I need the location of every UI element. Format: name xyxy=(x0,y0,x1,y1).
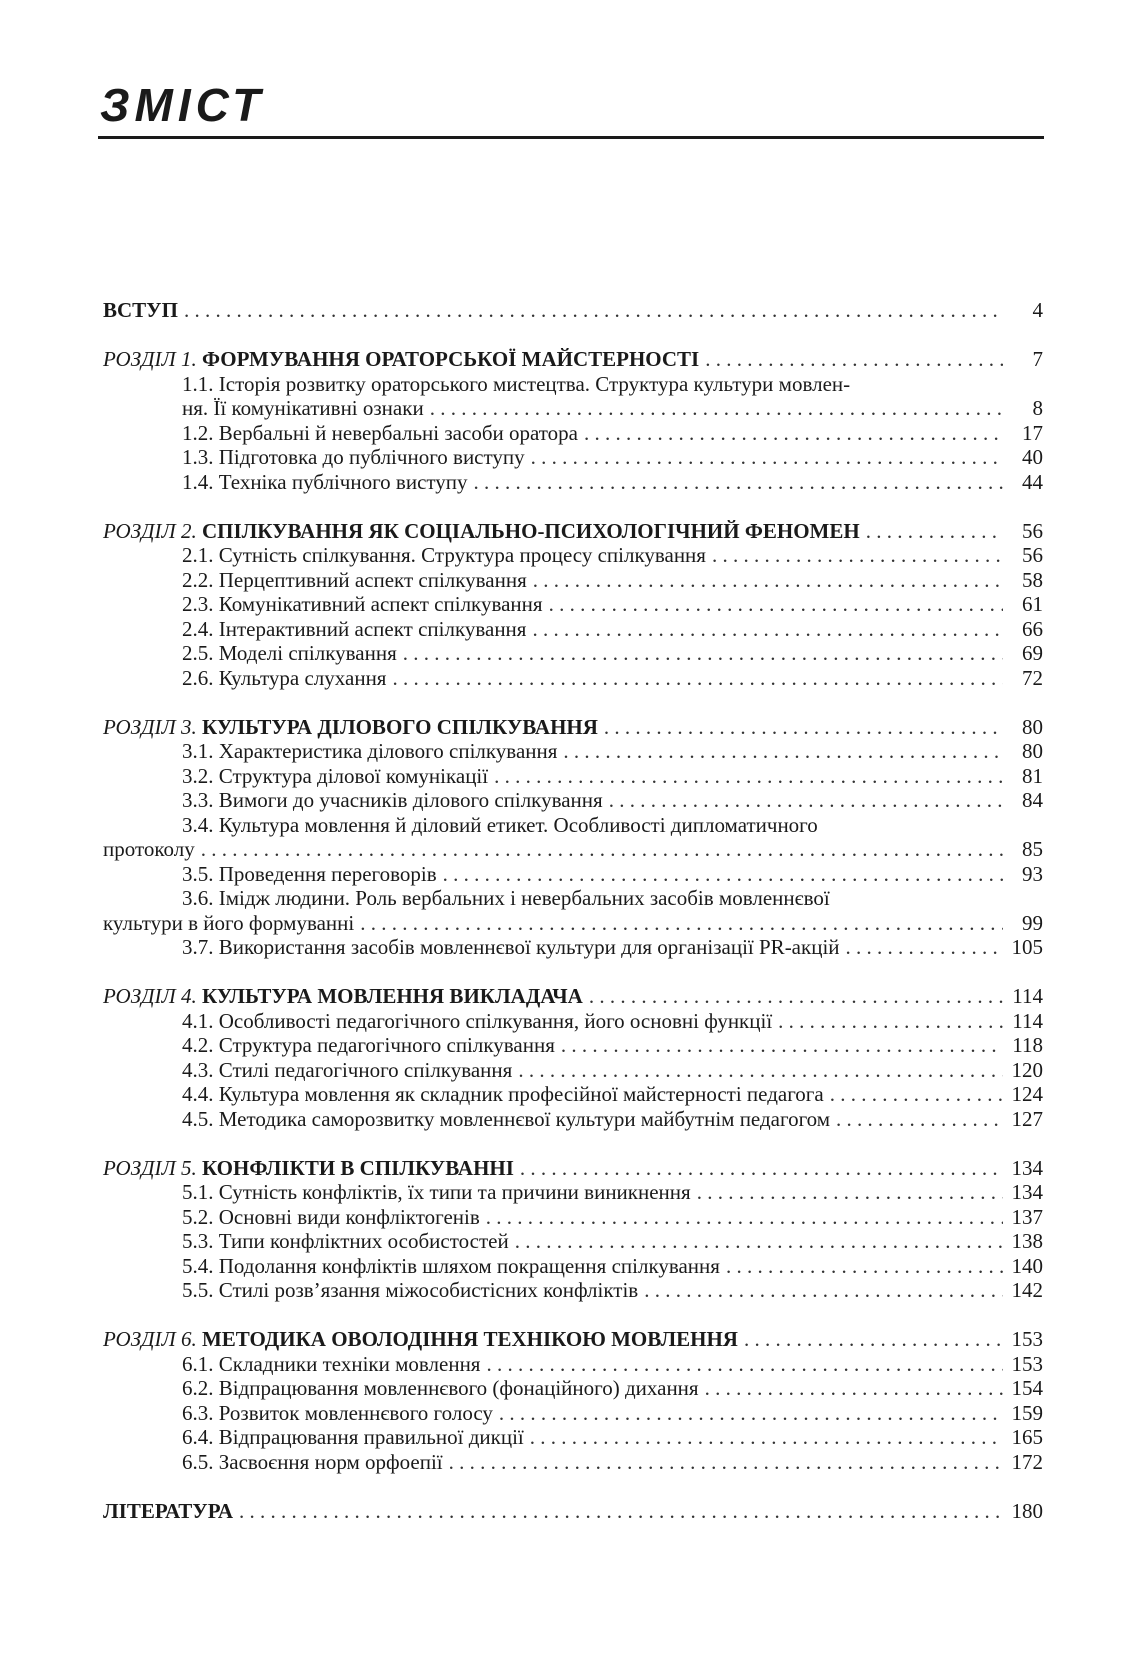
toc-subsection-entry[interactable] xyxy=(103,1058,1043,1083)
toc-subsection-entry[interactable] xyxy=(103,1107,1043,1132)
toc-page-number: 4 xyxy=(1032,298,1043,322)
dot-leader xyxy=(360,911,1003,936)
toc-entry-intro[interactable] xyxy=(103,298,1043,323)
toc-section-prefix: РОЗДІЛ 2. xyxy=(103,518,197,543)
toc-section-prefix: РОЗДІЛ 1. xyxy=(103,347,197,371)
toc-page-number: 140 xyxy=(1011,1253,1043,1278)
toc-intro-group xyxy=(103,298,1043,323)
dot-leader xyxy=(705,347,1003,372)
toc-page-number: 134 xyxy=(1011,1180,1043,1204)
toc-page-number: 172 xyxy=(1011,1449,1043,1474)
toc-section-heading[interactable] xyxy=(103,347,1043,372)
toc-subsection-label: 3.7. Використання засобів мовленнєвої культури для організації PR-акцій xyxy=(182,935,840,959)
toc-page-number: 142 xyxy=(1011,1278,1043,1302)
title-underline xyxy=(98,136,1044,139)
toc-subsection-entry[interactable] xyxy=(103,1401,1043,1426)
toc-subsection-entry[interactable] xyxy=(103,396,1043,421)
toc-subsection-label: 2.4. Інтерактивний аспект спілкування xyxy=(182,616,527,641)
dot-leader xyxy=(499,1401,1003,1426)
toc-page-number: 134 xyxy=(1011,1155,1043,1180)
toc-section-group xyxy=(103,715,1043,960)
toc-section-group xyxy=(103,519,1043,691)
toc-subsection-label: 5.2. Основні види конфліктогенів xyxy=(182,1204,480,1229)
toc-subsection-entry[interactable] xyxy=(103,568,1043,593)
toc-subsection-label: 3.6. Імідж людини. Роль вербальних і невербальних засобів мовленнєвої xyxy=(182,886,830,910)
dot-leader xyxy=(533,568,1003,593)
dot-leader xyxy=(486,1352,1003,1377)
toc-subsection-label: 5.3. Типи конфліктних особистостей xyxy=(182,1229,509,1253)
toc-subsection-entry[interactable] xyxy=(103,911,1043,936)
dot-leader xyxy=(697,1180,1003,1205)
toc-subsection-label: 4.3. Стилі педагогічного спілкування xyxy=(182,1057,513,1082)
toc-subsection-label: 4.2. Структура педагогічного спілкування xyxy=(182,1033,555,1057)
dot-leader xyxy=(549,592,1003,617)
toc-subsection-label: 1.2. Вербальні й невербальні засоби оратора xyxy=(182,420,578,445)
page-title: ЗМІСТ xyxy=(100,79,266,131)
dot-leader xyxy=(392,666,1003,691)
toc-page-number: 40 xyxy=(1022,445,1043,469)
toc-section-prefix: РОЗДІЛ 4. xyxy=(103,984,197,1008)
toc-subsection-label: 5.5. Стилі розв’язання міжособистісних конфліктів xyxy=(182,1278,639,1302)
dot-leader xyxy=(443,862,1003,887)
toc-section-prefix: РОЗДІЛ 5. xyxy=(103,1155,197,1180)
toc-section-heading[interactable] xyxy=(103,519,1043,544)
toc-subsection-label: 5.1. Сутність конфліктів, їх типи та причини виникнення xyxy=(182,1180,691,1204)
toc-page-number: 114 xyxy=(1012,984,1043,1008)
dot-leader xyxy=(494,764,1003,789)
toc-section-label xyxy=(103,1327,738,1352)
toc-subsection-label: 2.2. Перцептивний аспект спілкування xyxy=(182,567,527,592)
dot-leader xyxy=(239,1499,1003,1524)
dot-leader xyxy=(830,1082,1003,1107)
dot-leader xyxy=(184,298,1003,323)
toc-subsection-label: 6.2. Відпрацювання мовленнєвого (фонаційного) дихання xyxy=(182,1376,699,1400)
toc-subsection-label: протоколу xyxy=(103,837,195,861)
toc-subsection-label: 5.4. Подолання конфліктів шляхом покращення спілкування xyxy=(182,1253,720,1278)
dot-leader xyxy=(778,1009,1003,1034)
toc-subsection-entry[interactable] xyxy=(103,1450,1043,1475)
dot-leader xyxy=(518,1058,1003,1083)
toc-section-title: КУЛЬТУРА ДІЛОВОГО СПІЛКУВАННЯ xyxy=(201,714,598,739)
toc-section-prefix: РОЗДІЛ 6. xyxy=(103,1327,197,1351)
toc-subsection-entry[interactable] xyxy=(103,788,1043,813)
dot-leader xyxy=(403,641,1003,666)
dot-leader xyxy=(474,470,1003,495)
dot-leader xyxy=(644,1278,1003,1303)
toc-subsection-entry[interactable] xyxy=(103,1180,1043,1205)
toc-page-number: 8 xyxy=(1032,396,1043,420)
toc-page-number: 80 xyxy=(1022,714,1043,739)
toc-page-number: 153 xyxy=(1011,1351,1043,1376)
toc-section-title: КОНФЛІКТИ В СПІЛКУВАННІ xyxy=(201,1155,514,1180)
toc-subsection-entry[interactable] xyxy=(103,935,1043,960)
toc-subsection-entry[interactable] xyxy=(103,543,1043,568)
toc-page-number: 165 xyxy=(1011,1425,1043,1449)
toc-subsection-label: 3.5. Проведення переговорів xyxy=(182,861,437,886)
toc-subsection-label: 3.2. Структура ділової комунікації xyxy=(182,763,489,788)
toc-subsection-entry[interactable] xyxy=(103,1352,1043,1377)
toc-page-number: 138 xyxy=(1011,1229,1043,1253)
toc-subsection-label: 6.5. Засвоєння норм орфоепії xyxy=(182,1449,443,1474)
toc-subsection-label: 3.1. Характеристика ділового спілкування xyxy=(182,739,558,763)
toc-page-number: 114 xyxy=(1012,1008,1043,1033)
toc-page-number: 17 xyxy=(1022,420,1043,445)
dot-leader xyxy=(201,837,1003,862)
toc-subsection-entry-line[interactable] xyxy=(103,372,1043,397)
toc-subsection-entry-line[interactable] xyxy=(103,813,1043,838)
dot-leader xyxy=(744,1327,1003,1352)
toc-subsection-entry[interactable] xyxy=(103,1229,1043,1254)
toc-section-label xyxy=(103,984,583,1009)
toc-page-number: 85 xyxy=(1022,837,1043,861)
toc-section-label xyxy=(103,519,860,544)
toc-page-number: 72 xyxy=(1022,665,1043,690)
toc-page-number: 7 xyxy=(1032,347,1043,371)
toc-page-number: 80 xyxy=(1022,739,1043,763)
dot-leader xyxy=(515,1229,1003,1254)
toc-subsection-label: 1.1. Історія розвитку ораторського мистецтва. Структура культури мовлен- xyxy=(182,371,851,396)
toc-subsection-entry[interactable] xyxy=(103,1082,1043,1107)
dot-leader xyxy=(726,1254,1003,1279)
toc-page-number: 69 xyxy=(1022,641,1043,665)
toc-subsection-entry[interactable] xyxy=(103,862,1043,887)
toc-subsection-label: 6.1. Складники техніки мовлення xyxy=(182,1351,481,1376)
toc-subsection-label: ня. Її комунікативні ознаки xyxy=(182,396,424,420)
toc-subsection-entry[interactable] xyxy=(103,641,1043,666)
toc-subsection-entry[interactable] xyxy=(103,764,1043,789)
toc-page-number: 120 xyxy=(1011,1057,1043,1082)
toc-section-title: МЕТОДИКА ОВОЛОДІННЯ ТЕХНІКОЮ МОВЛЕННЯ xyxy=(201,1327,738,1351)
toc-subsection-entry[interactable] xyxy=(103,1254,1043,1279)
dot-leader xyxy=(449,1450,1003,1475)
toc-subsection-entry[interactable] xyxy=(103,1425,1043,1450)
toc-subsection-label: 3.4. Культура мовлення й діловий етикет. Особливості дипломатичного xyxy=(182,812,818,837)
toc-section-group xyxy=(103,984,1043,1131)
toc-subsection-entry[interactable] xyxy=(103,470,1043,495)
toc-page-number: 180 xyxy=(1011,1498,1043,1523)
toc-page-number: 127 xyxy=(1011,1106,1043,1131)
dot-leader xyxy=(531,445,1003,470)
toc-subsection-label: 4.5. Методика саморозвитку мовленнєвої культури майбутнім педагогом xyxy=(182,1106,831,1131)
dot-leader xyxy=(584,421,1003,446)
toc-subsection-label: 2.6. Культура слухання xyxy=(182,665,387,690)
toc-page-number: 124 xyxy=(1011,1082,1043,1106)
toc-subsection-label: 4.1. Особливості педагогічного спілкування, його основні функції xyxy=(182,1008,773,1033)
toc-subsection-entry[interactable] xyxy=(103,592,1043,617)
toc-page-number: 118 xyxy=(1012,1033,1043,1057)
toc-literature-group xyxy=(103,1499,1043,1524)
toc-subsection-label: 6.4. Відпрацювання правильної дикції xyxy=(182,1425,524,1449)
toc-subsection-entry-line[interactable] xyxy=(103,886,1043,911)
toc-page-number: 99 xyxy=(1022,910,1043,935)
dot-leader xyxy=(712,543,1003,568)
dot-leader xyxy=(836,1107,1003,1132)
toc-section-group xyxy=(103,347,1043,494)
toc-page-number: 66 xyxy=(1022,616,1043,641)
toc-page-number: 58 xyxy=(1022,567,1043,592)
toc-section-title: СПІЛКУВАННЯ ЯК СОЦІАЛЬНО-ПСИХОЛОГІЧНИЙ ФЕНОМЕН xyxy=(201,518,860,543)
table-of-contents xyxy=(103,298,1043,1548)
dot-leader xyxy=(705,1376,1003,1401)
toc-subsection-label: 6.3. Розвиток мовленнєвого голосу xyxy=(182,1400,493,1425)
toc-subsection-entry[interactable] xyxy=(103,617,1043,642)
toc-page-number: 153 xyxy=(1011,1327,1043,1351)
toc-subsection-label: 3.3. Вимоги до учасників ділового спілкування xyxy=(182,788,603,812)
dot-leader xyxy=(520,1156,1003,1181)
toc-section-heading[interactable] xyxy=(103,715,1043,740)
toc-subsection-entry[interactable] xyxy=(103,1009,1043,1034)
toc-subsection-label: 2.1. Сутність спілкування. Структура процесу спілкування xyxy=(182,543,706,567)
dot-leader xyxy=(609,788,1003,813)
toc-subsection-label: 1.4. Техніка публічного виступу xyxy=(182,469,468,494)
toc-page-number: 44 xyxy=(1022,469,1043,494)
dot-leader xyxy=(846,935,1003,960)
toc-entry-literature[interactable] xyxy=(103,1499,1043,1524)
toc-subsection-entry[interactable] xyxy=(103,445,1043,470)
toc-section-group xyxy=(103,1327,1043,1474)
toc-subsection-label: 2.5. Моделі спілкування xyxy=(182,641,397,665)
dot-leader xyxy=(532,617,1003,642)
toc-section-label xyxy=(103,1156,514,1181)
toc-subsection-entry[interactable] xyxy=(103,739,1043,764)
dot-leader xyxy=(486,1205,1003,1230)
toc-page-number: 159 xyxy=(1011,1400,1043,1425)
toc-page-number: 105 xyxy=(1011,935,1043,959)
toc-subsection-entry[interactable] xyxy=(103,1205,1043,1230)
toc-subsection-entry[interactable] xyxy=(103,1278,1043,1303)
toc-page-number: 84 xyxy=(1022,788,1043,812)
toc-subsection-entry[interactable] xyxy=(103,1033,1043,1058)
toc-section-prefix: РОЗДІЛ 3. xyxy=(103,714,197,739)
toc-entry-label: ЛІТЕРАТУРА xyxy=(103,1498,234,1523)
toc-sections xyxy=(103,347,1043,1474)
toc-subsection-entry[interactable] xyxy=(103,837,1043,862)
toc-subsection-entry[interactable] xyxy=(103,421,1043,446)
dot-leader xyxy=(430,396,1003,421)
toc-page-number: 56 xyxy=(1022,543,1043,567)
toc-page-number: 93 xyxy=(1022,861,1043,886)
toc-subsection-entry[interactable] xyxy=(103,666,1043,691)
toc-subsection-label: 1.3. Підготовка до публічного виступу xyxy=(182,445,525,469)
dot-leader xyxy=(589,984,1003,1009)
toc-section-title: КУЛЬТУРА МОВЛЕННЯ ВИКЛАДАЧА xyxy=(201,984,583,1008)
toc-section-heading[interactable] xyxy=(103,1327,1043,1352)
toc-page-number: 137 xyxy=(1011,1204,1043,1229)
toc-page-number: 81 xyxy=(1022,763,1043,788)
toc-section-label xyxy=(103,347,699,372)
toc-page-number: 61 xyxy=(1022,592,1043,616)
toc-subsection-entry[interactable] xyxy=(103,1376,1043,1401)
toc-section-group xyxy=(103,1156,1043,1303)
toc-page-number: 154 xyxy=(1011,1376,1043,1400)
toc-subsection-label: 2.3. Комунікативний аспект спілкування xyxy=(182,592,543,616)
dot-leader xyxy=(563,739,1003,764)
dot-leader xyxy=(604,715,1003,740)
dot-leader xyxy=(561,1033,1003,1058)
toc-page-number: 56 xyxy=(1022,518,1043,543)
toc-section-title: ФОРМУВАННЯ ОРАТОРСЬКОЇ МАЙСТЕРНОСТІ xyxy=(201,347,700,371)
toc-section-heading[interactable] xyxy=(103,1156,1043,1181)
toc-subsection-label: 4.4. Культура мовлення як складник професійної майстерності педагога xyxy=(182,1082,824,1106)
toc-section-heading[interactable] xyxy=(103,984,1043,1009)
toc-subsection-label: культури в його формуванні xyxy=(103,910,355,935)
dot-leader xyxy=(866,519,1003,544)
toc-section-label xyxy=(103,715,598,740)
toc-entry-label: ВСТУП xyxy=(103,298,178,322)
dot-leader xyxy=(530,1425,1003,1450)
